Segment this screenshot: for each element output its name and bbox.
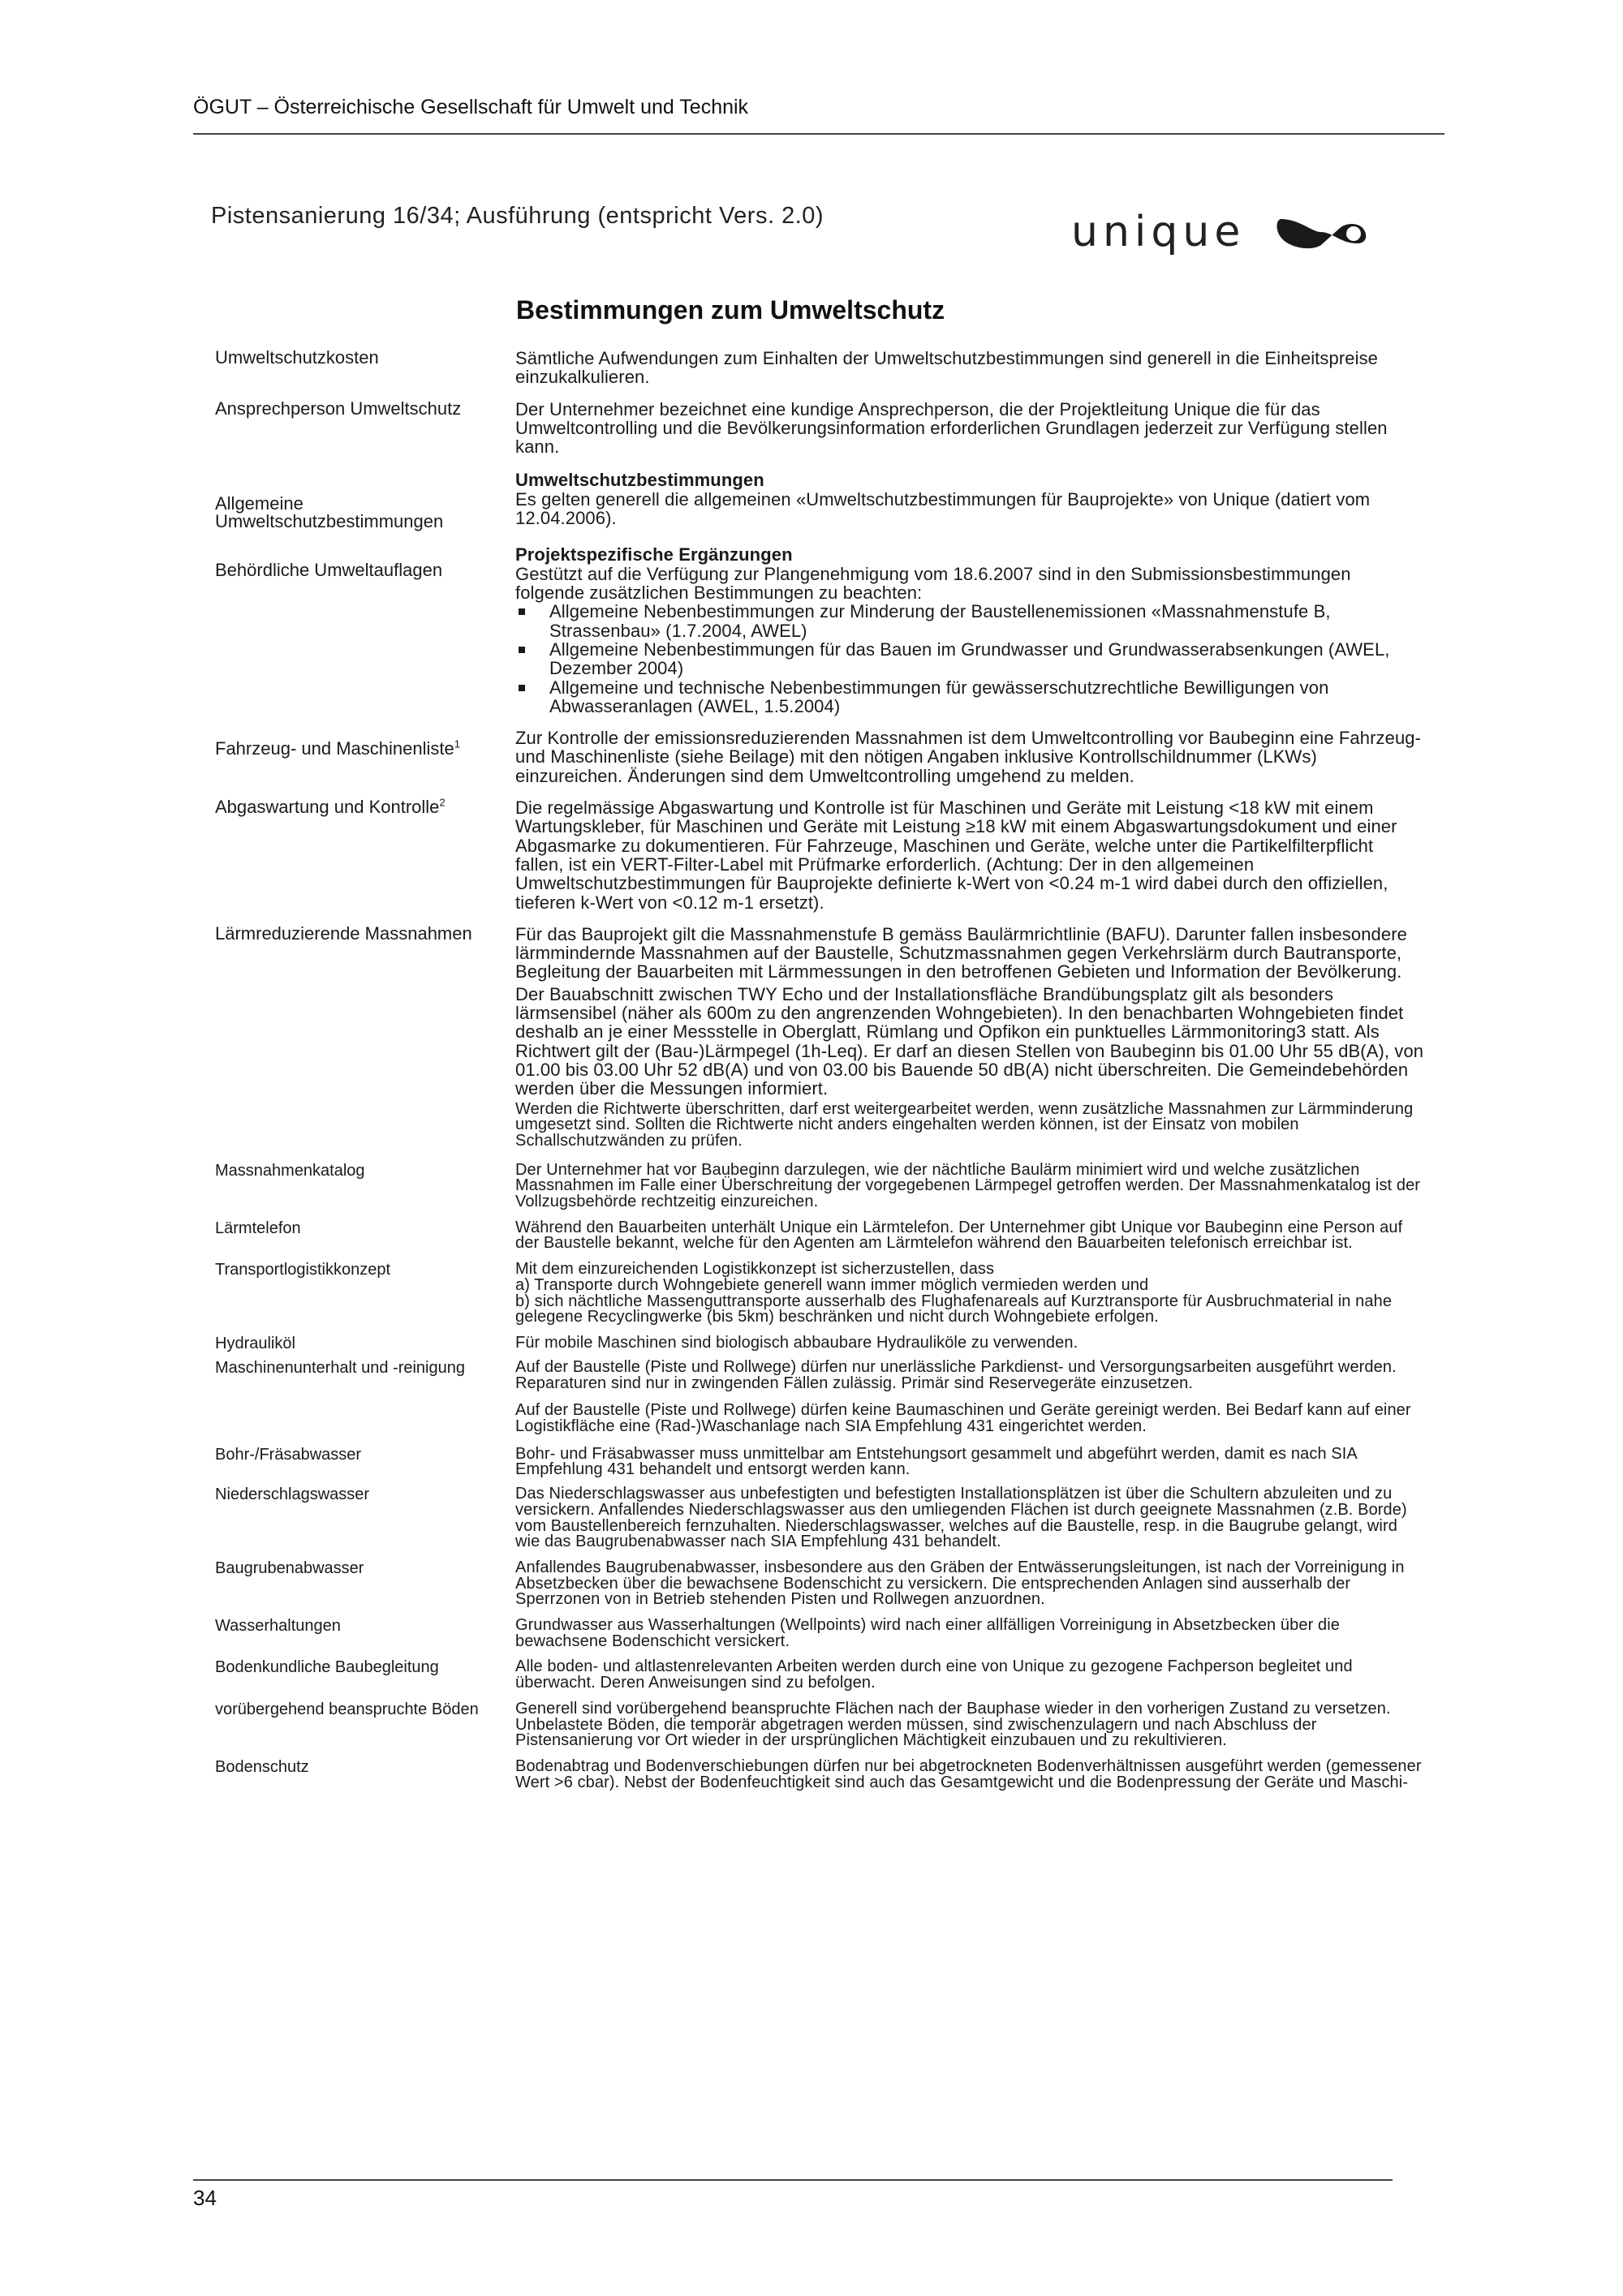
row-content: Generell sind vorübergehend beanspruchte Flächen nach der Bauphase wieder in den vorherigen Zustand zu versetzen. Unbelastete Böden, die temporär abgetragen werden müssen, sind zwischenzulagern und nach Abschluss der Pistensanierung vor Ort wieder in der ursprünglichen Mächtigkeit einzubauen und zu rekultivieren. xyxy=(515,1699,1391,1750)
row-label xyxy=(207,798,515,912)
paragraph: Mit dem einzureichenden Logistikkonzept ist sicherzustellen, dass xyxy=(515,1260,995,1279)
page-number: 34 xyxy=(193,2186,217,2210)
footnote-ref: 1 xyxy=(454,737,460,750)
provisions-table xyxy=(207,341,1424,1791)
table-row xyxy=(207,798,1424,912)
table-row xyxy=(207,1701,1424,1749)
row-content xyxy=(515,471,1424,531)
section-title: Bestimmungen zum Umweltschutz xyxy=(516,295,945,325)
bullet-list xyxy=(515,602,1424,716)
row-content: Anfallendes Baugrubenabwasser, insbesondere aus den Gräben der Entwässerungsleitungen, ist nach der Vorreinigung in Absetzbecken über die bewachsene Bodenschicht zu versickern. Die entsprechenden Anlagen sind ausserhalb der Sperrzonen von in Betrieb stehenden Pisten und Rollwegen anzuordnen. xyxy=(515,1558,1405,1609)
row-label: Umweltschutzkosten xyxy=(215,347,379,368)
list-item: Allgemeine und technische Nebenbestimmungen für gewässerschutzrechtliche Bewilligungen von Abwasseranlagen (AWEL, 1.5.2004) xyxy=(515,678,1424,716)
paragraph: Gestützt auf die Verfügung zur Plangenehmigung vom 18.6.2007 sind in den Submissionsbestimmungen folgende zusätzlichen Bestimmungen zu beachten: xyxy=(515,563,1351,604)
table-row xyxy=(207,545,1424,716)
document-title: Pistensanierung 16/34; Ausführung (entspricht Vers. 2.0) xyxy=(211,203,824,229)
row-label: Behördliche Umweltauflagen xyxy=(215,560,443,581)
row-label: Ansprechperson Umweltschutz xyxy=(215,398,462,419)
header-divider xyxy=(193,133,1444,135)
row-label: Massnahmenkatalog xyxy=(215,1161,365,1180)
table-row xyxy=(207,1262,1424,1326)
list-item: Allgemeine Nebenbestimmungen zur Minderung der Baustellenemissionen «Massnahmenstufe B, Strassenbau» (1.7.2004, AWEL) xyxy=(515,602,1424,640)
row-content: Sämtliche Aufwendungen zum Einhalten der Umweltschutzbestimmungen sind generell in die Einheitspreise einzukalkulieren. xyxy=(515,348,1379,388)
table-row xyxy=(207,1160,1424,1211)
paragraph: Werden die Richtwerte überschritten, darf erst weitergearbeitet werden, wenn zusätzliche Massnahmen zur Lärmminderung umgesetzt sind. Sollten die Richtwerte nicht anders eingehalten werden können, ist der Einsatz von mobilen Schallschutzwänden zu prüfen. xyxy=(515,1099,1414,1150)
row-label-text: Abgaswartung und Kontrolle xyxy=(215,797,440,818)
paragraph: Auf der Baustelle (Piste und Rollwege) dürfen nur unerlässliche Parkdienst- und Versorgungsarbeiten ausgeführt werden. Reparaturen sind nur in zwingenden Fällen zulässig. Primär sind Reservegeräte einzusetzen. xyxy=(515,1357,1397,1392)
row-label: Allgemeine Umweltschutzbestimmungen xyxy=(215,493,444,532)
row-content: Die regelmässige Abgaswartung und Kontrolle ist für Maschinen und Geräte mit Leistung <18 kW mit einem Wartungskleber, für Maschinen und Geräte mit Leistung ≥18 kW mit einem Abgaswartungsdokument und einer Abgasmarke zu dokumentieren. Für Fahrzeuge, Maschinen und Geräte, welche unter die Partikelfilterpflicht fallen, ist ein VERT-Filter-Label mit Prüfmarke erforderlich. (Achtung: Der in den allgemeinen Umweltschutzbestimmungen für Bauprojekte definierte k-Wert von <0.24 m-1 wird dabei durch den offiziellen, tieferen k-Wert von <0.12 m-1 ersetzt). xyxy=(515,798,1397,913)
footer-divider xyxy=(193,2179,1393,2181)
row-label: Baugrubenabwasser xyxy=(215,1559,364,1577)
footnote-ref: 2 xyxy=(439,796,446,809)
row-content: Grundwasser aus Wasserhaltungen (Wellpoints) wird nach einer allfälligen Vorreinigung in Absetzbecken über die bewachsene Bodenschicht versickert. xyxy=(515,1616,1340,1650)
row-label: vorübergehend beanspruchte Böden xyxy=(215,1700,479,1718)
paragraph: Auf der Baustelle (Piste und Rollwege) dürfen keine Baumaschinen und Geräte gereinigt werden. Bei Bedarf kann auf einer Logistikfläche eine (Rad-)Waschanlage nach SIA Empfehlung 431 eingerichtet werden. xyxy=(515,1401,1411,1436)
row-content xyxy=(515,1262,1424,1326)
row-content: Der Unternehmer hat vor Baubeginn darzulegen, wie der nächtliche Baulärm minimiert wird und welche zusätzlichen Massnahmen im Falle einer Überschreitung der vorgegebenen Lärmpegel getroffen werden. Der Massnahmenkatalog ist der Vollzugsbehörde rechtzeitig einzureichen. xyxy=(515,1160,1421,1211)
unique-logo xyxy=(1071,208,1428,256)
row-content: Zur Kontrolle der emissionsreduzierenden Massnahmen ist dem Umweltcontrolling vor Baubeginn eine Fahrzeug- und Maschinenliste (siehe Beilage) mit den nötigen Angaben inklusive Kontrollschildnummer (LKWs) einzureichen. Änderungen sind dem Umweltcontrolling umgehend zu melden. xyxy=(515,728,1422,786)
row-label: Maschinenunterhalt und -reinigung xyxy=(215,1358,465,1377)
row-content: Bodenabtrag und Bodenverschiebungen dürfen nur bei abgetrockneten Bodenverhältnissen ausgeführt werden (gemessener Wert >6 cbar). Nebst der Bodenfeuchtigkeit sind auch das Gesamtgewicht und die Bodenpressung der Geräte und Maschi- xyxy=(515,1757,1422,1791)
logo-wordmark: unique xyxy=(1071,208,1246,256)
row-label: Hydrauliköl xyxy=(215,1334,295,1352)
row-label: Lärmtelefon xyxy=(215,1219,301,1237)
table-row xyxy=(207,1220,1424,1252)
paragraph: b) sich nächtliche Massenguttransporte ausserhalb des Flughafenareals auf Kurztransporte für Ausbruchmaterial in nahe gelegene Recyclingwerke (bis 5km) beschränken und nicht durch Wohngebiete erfolgen. xyxy=(515,1292,1393,1326)
row-label: Lärmreduzierende Massnahmen xyxy=(215,922,472,944)
row-label xyxy=(207,729,515,785)
row-label: Bodenschutz xyxy=(215,1758,309,1776)
table-row xyxy=(207,1618,1424,1649)
table-row xyxy=(207,1659,1424,1691)
row-label: Bodenkundliche Baubegleitung xyxy=(215,1658,439,1677)
row-label: Bohr-/Fräsabwasser xyxy=(215,1445,362,1464)
row-label: Niederschlagswasser xyxy=(215,1486,370,1504)
table-row xyxy=(207,729,1424,785)
table-row xyxy=(207,922,1424,1153)
row-content: Das Niederschlagswasser aus unbefestigten und befestigten Installationsplätzen ist über die Schultern abzuleiten und zu versickern. Anfallendes Niederschlagswasser aus den umliegenden Flächen ist durch geeignete Massnahmen (z.B. Borde) vom Baustellenbereich fernzuhalten. Niederschlagswasser, welches auf die Baustelle, resp. in die Baugrube gelangt, wird wie das Baugrubenabwasser nach SIA Empfehlung 431 behandelt. xyxy=(515,1485,1407,1551)
row-content xyxy=(515,1357,1424,1438)
paragraph: Es gelten generell die allgemeinen «Umweltschutzbestimmungen für Bauprojekte» von Unique (datiert vom 12.04.2006). xyxy=(515,488,1371,529)
paragraph: a) Transporte durch Wohngebiete generell wann immer möglich vermieden werden und xyxy=(515,1275,1149,1294)
table-row xyxy=(207,400,1424,457)
paragraph: Der Bauabschnitt zwischen TWY Echo und der Installationsfläche Brandübungsplatz gilt als besonders lärmsensibel (näher als 600m zu den angrenzenden Wohngebieten). In den benachbarten Wohngebieten findet deshalb an je einer Messstelle in Oberglatt, Rümlang und Opfikon ein punktuelles Lärmmonitoring3 statt. Als Richtwert gilt der (Bau-)Lärmpegel (1h-Leq). Er darf an diesen Stellen von Baubeginn bis 01.00 Uhr 55 dB(A), von 01.00 bis 03.00 Uhr 52 dB(A) und von 03.00 bis Bauende 50 dB(A) nicht überschreiten. Die Gemeindebehörden werden über die Messungen informiert. xyxy=(515,983,1424,1099)
subheading: Projektspezifische Ergänzungen xyxy=(515,544,793,565)
row-content: Bohr- und Fräsabwasser muss unmittelbar am Entstehungsort gesammelt und abgeführt werden, damit es nach SIA Empfehlung 431 behandelt und entsorgt werden kann. xyxy=(515,1444,1357,1479)
row-content: Für mobile Maschinen sind biologisch abbaubare Hydrauliköle zu verwenden. xyxy=(515,1333,1078,1352)
row-label-text: Fahrzeug- und Maschinenliste xyxy=(215,738,454,759)
infinity-logo-icon xyxy=(1272,211,1370,253)
paragraph: Für das Bauprojekt gilt die Massnahmenstufe B gemäss Baulärmrichtlinie (BAFU). Darunter fallen insbesondere lärmmindernde Massnahmen auf der Baustelle, Schutzmassnahmen gegen Verkehrslärm durch Bautransporte, Begleitung der Bauarbeiten mit Lärmmessungen in den betroffenen Gebieten und Information der Bevölkerung. xyxy=(515,923,1407,982)
table-row xyxy=(207,1560,1424,1608)
table-row xyxy=(207,1444,1424,1479)
table-row xyxy=(207,471,1424,531)
subheading: Umweltschutzbestimmungen xyxy=(515,470,764,491)
table-row xyxy=(207,1357,1424,1438)
row-content: Der Unternehmer bezeichnet eine kundige Ansprechperson, die der Projektleitung Unique die für das Umweltcontrolling und die Bevölkerungsinformation erforderlichen Grundlagen jederzeit zur Verfügung stellen kann. xyxy=(515,398,1388,458)
row-label: Transportlogistikkonzept xyxy=(215,1261,391,1279)
row-content xyxy=(515,545,1424,716)
table-row xyxy=(207,349,1424,387)
row-label: Wasserhaltungen xyxy=(215,1617,341,1636)
page-header: ÖGUT – Österreichische Gesellschaft für Umwelt und Technik xyxy=(193,96,749,118)
row-content: Alle boden- und altlastenrelevanten Arbeiten werden durch eine von Unique zu gezogene Fachperson begleitet und überwacht. Deren Anweisungen sind zu befolgen. xyxy=(515,1658,1353,1692)
table-row xyxy=(207,1335,1424,1352)
table-row xyxy=(207,1759,1424,1791)
row-content: Während den Bauarbeiten unterhält Unique ein Lärmtelefon. Der Unternehmer gibt Unique vor Baubeginn eine Person auf der Baustelle bekannt, welche für den Agenten am Lärmtelefon während den Bauarbeiten telefonisch erreichbar ist. xyxy=(515,1218,1403,1253)
table-row xyxy=(207,1486,1424,1550)
row-content xyxy=(515,925,1424,1153)
list-item: Allgemeine Nebenbestimmungen für das Bauen im Grundwasser und Grundwasserabsenkungen (AWEL, Dezember 2004) xyxy=(515,640,1424,678)
